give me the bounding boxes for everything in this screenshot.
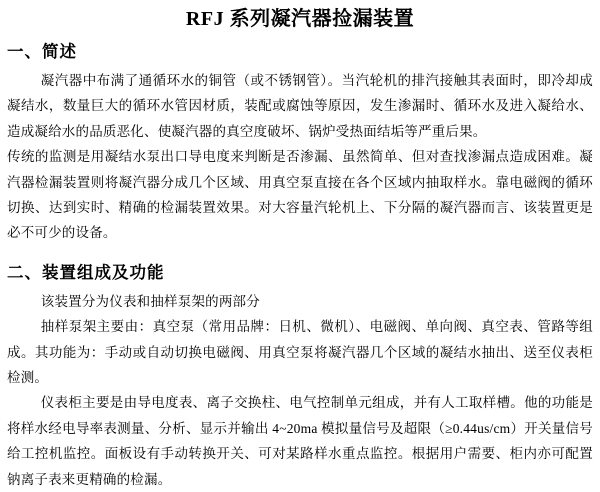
section-1-paragraph-2: 传统的监测是用凝结水泵出口导电度来判断是否渗漏、虽然简单、但对查找渗漏点造成困难。凝汽器检漏装置则将凝汽器分成几个区域、用真空泵直接在各个区域内抽取样水。靠电磁阀的循环切换、达到实时、精确的检漏装置效果。对大容量汽轮机上、下分隔的凝汽器而言、该装置更是必不可少的设备。	[7, 149, 593, 241]
document-title: RFJ 系列凝汽器捡漏装置	[185, 8, 415, 30]
section-1-paragraph-1: 凝汽器中布满了通循环水的铜管（或不锈钢管）。当汽轮机的排汽接触其表面时，即冷却成凝结水，数量巨大的循环水管因材质，装配或腐蚀等原因，发生渗漏时、循环水及进入凝给水、造成凝给水的品质恶化、使凝汽器的真空度破坏、锅炉受热面结垢等严重后果。	[7, 73, 593, 139]
section-2-heading: 二、装置组成及功能	[7, 262, 165, 282]
section-2-paragraph-3: 仪表柜主要是由导电度表、离子交换柱、电气控制单元组成，并有人工取样槽。他的功能是将样水经电导率表测量、分析、显示并输出 4~20ma 模拟量信号及超限（≥0.44us/cm）开关量信号给工控机监控。面板设有手动转换开关、可对某路样水重点监控。根据用户需要、柜内亦可配置钠离子表来更精确的检漏。	[7, 395, 593, 487]
section-2-paragraph-2: 抽样泵架主要由：真空泵（常用品牌：日机、微机）、电磁阀、单向阀、真空表、管路等组成。其功能为：手动或自动切换电磁阀、用真空泵将凝汽器几个区域的凝结水抽出、送至仪表柜检测。	[7, 319, 593, 386]
section-2-paragraph-1: 该装置分为仪表和抽样泵架的两部分	[40, 293, 260, 309]
section-1-heading: 一、简述	[7, 42, 77, 61]
